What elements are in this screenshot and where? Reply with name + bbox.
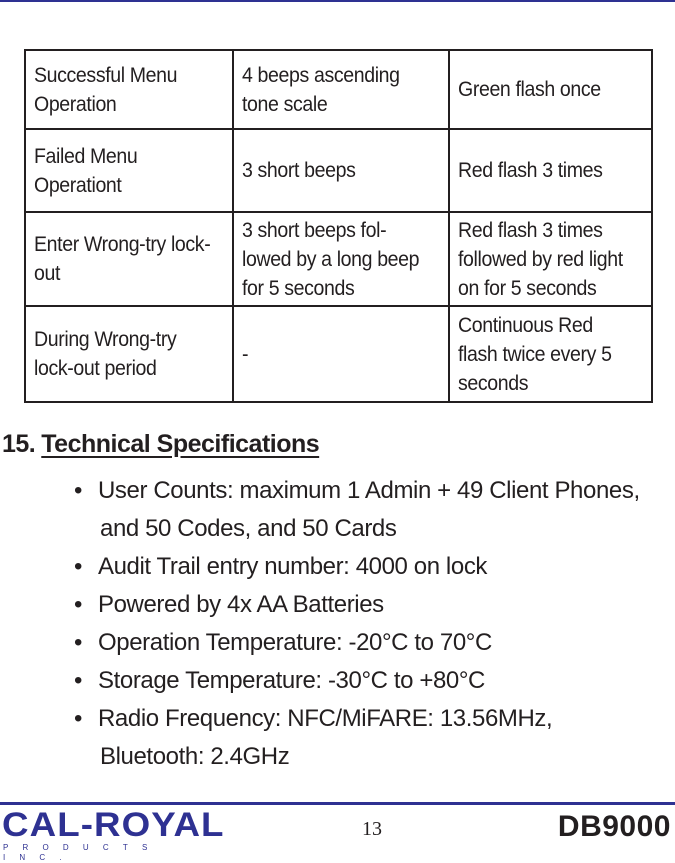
brand-subtitle: PRODUCTS INC. <box>3 843 162 862</box>
list-item: • Operation Temperature: -20°C to 70°C <box>74 624 640 662</box>
led-cell: Red flash 3 times followed by red light on for 5 seconds <box>449 212 652 306</box>
brand-name: CAL-ROYAL <box>2 806 225 844</box>
list-item: • Radio Frequency: NFC/MiFARE: 13.56MHz, Bluetooth: 2.4GHz <box>74 700 640 776</box>
footer-rule <box>0 802 675 805</box>
feedback-table <box>24 49 653 403</box>
table-row <box>25 212 652 306</box>
bullet-icon: • <box>74 553 83 580</box>
bullet-icon: • <box>74 705 83 732</box>
event-cell: Enter Wrong-try lock-out <box>25 212 233 306</box>
model-number: DB9000 <box>557 810 671 843</box>
brand-logo <box>2 806 225 862</box>
beeps-cell: - <box>233 306 449 402</box>
bullet-icon: • <box>74 667 83 694</box>
list-item: • User Counts: maximum 1 Admin + 49 Client Phones, and 50 Codes, and 50 Cards <box>74 472 640 548</box>
led-cell: Green flash once <box>449 50 652 129</box>
led-cell: Red flash 3 times <box>449 129 652 212</box>
event-cell: During Wrong-try lock-out period <box>25 306 233 402</box>
beeps-cell: 4 beeps ascending tone scale <box>233 50 449 129</box>
top-rule <box>0 0 675 2</box>
bullet-icon: • <box>74 629 83 656</box>
spec-list <box>74 472 640 776</box>
section-number: 15. <box>2 430 36 458</box>
page-number: 13 <box>362 818 382 840</box>
list-item: • Storage Temperature: -30°C to +80°C <box>74 662 640 700</box>
bullet-icon: • <box>74 591 83 618</box>
table-row <box>25 306 652 402</box>
event-cell: Failed Menu Operationt <box>25 129 233 212</box>
beeps-cell: 3 short beeps fol-lowed by a long beep for 5 seconds <box>233 212 449 306</box>
table-row <box>25 50 652 129</box>
list-item: • Audit Trail entry number: 4000 on lock <box>74 548 640 586</box>
event-cell: Successful Menu Operation <box>25 50 233 129</box>
bullet-icon: • <box>74 477 83 504</box>
led-cell: Continuous Red flash twice every 5 seconds <box>449 306 652 402</box>
section-heading <box>2 430 319 459</box>
list-item: • Powered by 4x AA Batteries <box>74 586 640 624</box>
beeps-cell: 3 short beeps <box>233 129 449 212</box>
section-title: Technical Specifications <box>41 430 320 458</box>
table-row <box>25 129 652 212</box>
